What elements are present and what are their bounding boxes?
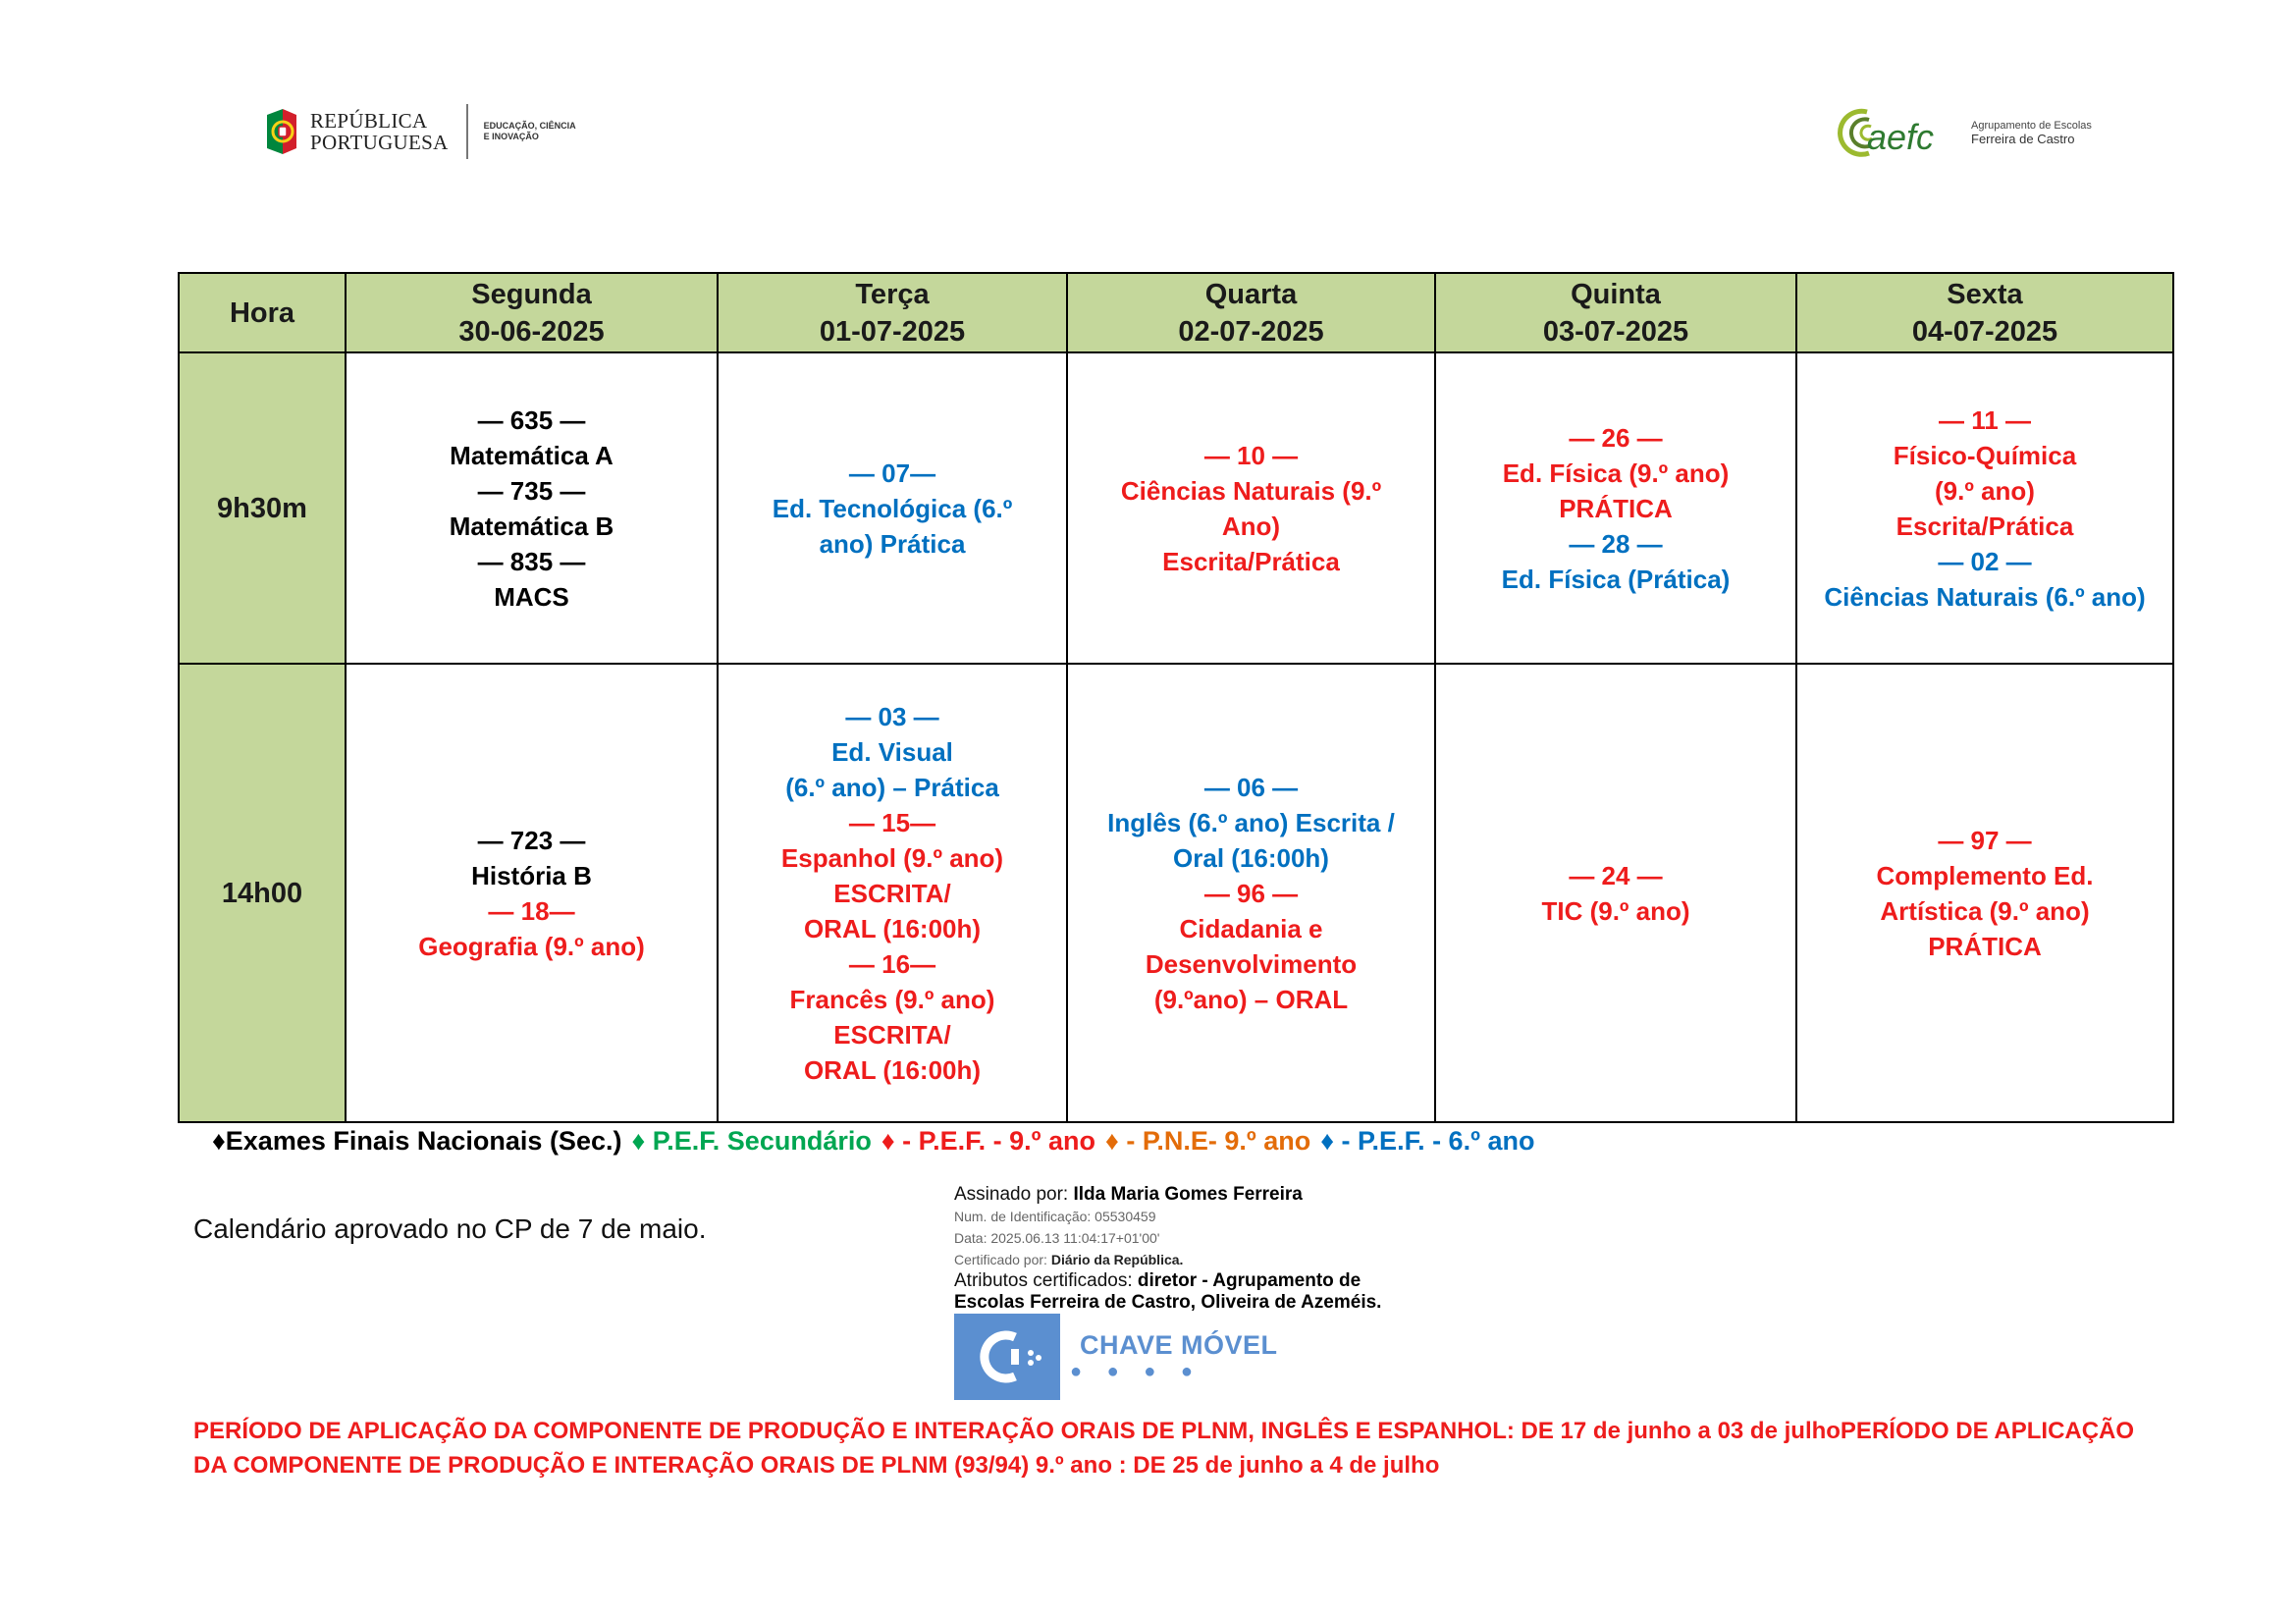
diamond-icon: ♦	[1320, 1126, 1335, 1156]
exam-line: — 18—	[488, 895, 575, 926]
attributes-label: Atributos certificados:	[954, 1270, 1133, 1291]
exam-cell-thursday	[1435, 352, 1796, 664]
exam-line: Escrita/Prática	[1162, 546, 1340, 576]
attributes-line	[954, 1270, 1465, 1292]
ministry-line2: E INOVAÇÃO	[483, 132, 539, 141]
legend-item	[1105, 1126, 1310, 1156]
legend-label: P.E.F. Secundário	[645, 1126, 872, 1156]
exam-line: — 24 —	[1569, 860, 1663, 890]
exam-line: MACS	[494, 581, 569, 612]
signer-name: Ilda Maria Gomes Ferreira	[1073, 1184, 1303, 1205]
legend-item	[212, 1126, 621, 1156]
logo-divider	[466, 104, 468, 159]
exam-line: PRÁTICA	[1559, 493, 1673, 523]
exam-line: — 723 —	[477, 825, 586, 855]
exam-line: Espanhol (9.º ano)	[780, 842, 1004, 873]
exam-schedule-table	[178, 272, 2174, 1123]
exam-line: História B	[471, 860, 592, 890]
aefc-logo-icon	[1838, 102, 1965, 163]
day-name: Quarta	[1204, 278, 1298, 310]
legend-item	[631, 1126, 871, 1156]
signature-date: Data: 2025.06.13 11:04:17+01'00'	[954, 1230, 1160, 1246]
exam-line: ano) Prática	[819, 528, 966, 559]
day-header-tuesday	[718, 273, 1067, 352]
certifier-name: Diário da República.	[1050, 1252, 1184, 1267]
day-name: Segunda	[471, 278, 592, 310]
exam-line: Escrita/Prática	[1896, 511, 2074, 541]
ministry-name	[484, 121, 602, 142]
legend	[212, 1126, 1534, 1157]
exam-line: Inglês (6.º ano) Escrita /	[1107, 807, 1395, 837]
exam-line: — 03 —	[845, 701, 939, 731]
ministry-line1: EDUCAÇÃO, CIÊNCIA	[483, 121, 576, 131]
chave-text-block	[1060, 1330, 1278, 1383]
application-period-notice: PERÍODO DE APLICAÇÃO DA COMPONENTE DE PRODUÇÃO E INTERAÇÃO ORAIS DE PLNM, INGLÊS E ESPANHOL: DE 17 de junho a 03 de julhoPERÍODO DE APLICAÇÃO DA COMPONENTE DE PRODUÇÃO E INTERAÇÃO ORAIS DE PLNM (93/94) 9.º ano : DE 25 de junho a 4 de julho	[193, 1418, 2135, 1479]
legend-label: Exames Finais Nacionais (Sec.)	[225, 1126, 622, 1156]
table-row	[179, 664, 2173, 1122]
attributes-value-2: Escolas Ferreira de Castro, Oliveira de Azeméis.	[954, 1292, 1382, 1313]
exam-line: Matemática B	[449, 511, 614, 541]
exam-cell-friday	[1796, 352, 2173, 664]
exam-line: Matemática A	[450, 440, 614, 470]
exam-line: — 28 —	[1569, 528, 1663, 559]
hour-cell: 9h30m	[179, 352, 346, 664]
exam-line: — 735 —	[477, 475, 586, 506]
exam-line: — 11 —	[1939, 404, 2031, 435]
school-line1: Agrupamento de Escolas	[1971, 120, 2092, 132]
day-name: Terça	[855, 278, 930, 310]
day-date: 30-06-2025	[458, 315, 605, 348]
legend-item	[881, 1126, 1095, 1156]
exam-line: — 07—	[848, 458, 936, 488]
school-logo	[1838, 102, 2092, 163]
exam-line: Ed. Tecnológica (6.º	[772, 493, 1013, 523]
chave-label: CHAVE MÓVEL	[1080, 1330, 1278, 1360]
aefc-wordmark: aefc	[1867, 117, 1935, 157]
day-name: Quinta	[1571, 278, 1661, 310]
table-header-row	[179, 273, 2173, 352]
exam-line: ESCRITA/	[833, 1019, 951, 1050]
exam-line: ORAL (16:00h)	[803, 913, 982, 943]
legend-label: - P.N.E- 9.º ano	[1118, 1126, 1311, 1156]
day-date: 01-07-2025	[819, 315, 966, 348]
exam-line: Ed. Física (9.º ano)	[1502, 458, 1730, 488]
exam-line: Ed. Física (Prática)	[1501, 564, 1731, 594]
exam-line: PRÁTICA	[1928, 931, 2042, 961]
exam-line: — 96 —	[1203, 878, 1299, 908]
exam-line: (9.ºano) – ORAL	[1153, 984, 1349, 1014]
day-header-friday	[1796, 273, 2173, 352]
exam-line: Ed. Visual	[831, 736, 953, 767]
exam-line: — 835 —	[477, 546, 586, 576]
exam-line: Francês (9.º ano)	[789, 984, 995, 1014]
exam-line: Ciências Naturais (6.º ano)	[1824, 581, 2146, 612]
exam-line: TIC (9.º ano)	[1541, 895, 1690, 926]
republica-line2: PORTUGUESA	[310, 131, 449, 154]
republica-line1: REPÚBLICA	[310, 109, 428, 133]
exam-line: Oral (16:00h)	[1173, 842, 1329, 873]
diamond-icon: ♦	[212, 1126, 226, 1156]
certified-line	[954, 1249, 1465, 1270]
diamond-icon: ♦	[1105, 1126, 1119, 1156]
digital-signature	[954, 1184, 1465, 1314]
portugal-emblem-icon	[263, 105, 300, 158]
exam-cell-wednesday	[1067, 352, 1435, 664]
exam-line: — 06 —	[1203, 772, 1299, 802]
day-header-wednesday	[1067, 273, 1435, 352]
exam-line: Ciências Naturais (9.º	[1120, 475, 1382, 506]
exam-line: Complemento Ed.	[1876, 860, 2094, 890]
exam-line: — 26 —	[1569, 422, 1663, 453]
hour-column-header: Hora	[179, 273, 346, 352]
exam-cell-monday	[346, 352, 718, 664]
exam-cell-tuesday	[718, 664, 1067, 1122]
exam-line: (6.º ano) – Prática	[785, 772, 999, 802]
attributes-value-1: diretor - Agrupamento de	[1137, 1270, 1362, 1291]
exam-line: Físico-Química	[1893, 440, 2077, 470]
exam-line: — 10 —	[1203, 440, 1299, 470]
day-name: Sexta	[1947, 278, 2023, 310]
legend-label: - P.E.F. - 6.º ano	[1334, 1126, 1535, 1156]
table-row	[179, 352, 2173, 664]
day-date: 02-07-2025	[1178, 315, 1324, 348]
exam-line: — 635 —	[477, 404, 586, 435]
legend-label: - P.E.F. - 9.º ano	[894, 1126, 1096, 1156]
school-name	[1971, 120, 2092, 145]
exam-cell-friday	[1796, 664, 2173, 1122]
day-header-thursday	[1435, 273, 1796, 352]
diamond-icon: ♦	[881, 1126, 895, 1156]
exam-line: ESCRITA/	[833, 878, 951, 908]
exam-cell-monday	[346, 664, 718, 1122]
day-date: 04-07-2025	[1911, 315, 2058, 348]
chave-movel-icon	[954, 1314, 1060, 1400]
exam-cell-thursday	[1435, 664, 1796, 1122]
signed-by-line	[954, 1184, 1465, 1206]
table-body	[179, 352, 2173, 1122]
exam-line: ORAL (16:00h)	[803, 1054, 982, 1085]
day-date: 03-07-2025	[1542, 315, 1689, 348]
republica-wordmark	[310, 110, 449, 153]
exam-cell-tuesday	[718, 352, 1067, 664]
hour-cell: 14h00	[179, 664, 346, 1122]
diamond-icon: ♦	[631, 1126, 646, 1156]
exam-line: Cidadania e	[1179, 913, 1323, 943]
exam-line: Geografia (9.º ano)	[418, 931, 645, 961]
exam-line: Ano)	[1221, 511, 1281, 541]
certified-label: Certificado por:	[954, 1252, 1047, 1267]
exam-line: Desenvolvimento	[1145, 948, 1358, 979]
chave-dots: ● ● ● ●	[1070, 1361, 1202, 1382]
school-line2: Ferreira de Castro	[1971, 132, 2075, 146]
exam-line: — 15—	[848, 807, 936, 837]
exam-line: (9.º ano)	[1935, 475, 2035, 506]
exam-line: — 02 —	[1938, 546, 2032, 576]
exam-line: Artística (9.º ano)	[1880, 895, 2090, 926]
republica-portuguesa-logo	[263, 102, 602, 161]
exam-line: — 16—	[848, 948, 936, 979]
day-header-monday	[346, 273, 718, 352]
signed-by-label: Assinado por:	[954, 1184, 1069, 1205]
chave-movel-badge	[954, 1314, 1278, 1400]
exam-line: — 97 —	[1938, 825, 2032, 855]
exam-cell-wednesday	[1067, 664, 1435, 1122]
approval-note: Calendário aprovado no CP de 7 de maio.	[193, 1213, 707, 1244]
legend-item	[1320, 1126, 1534, 1156]
attributes-line-2	[954, 1292, 1465, 1314]
signature-id: Num. de Identificação: 05530459	[954, 1209, 1156, 1224]
